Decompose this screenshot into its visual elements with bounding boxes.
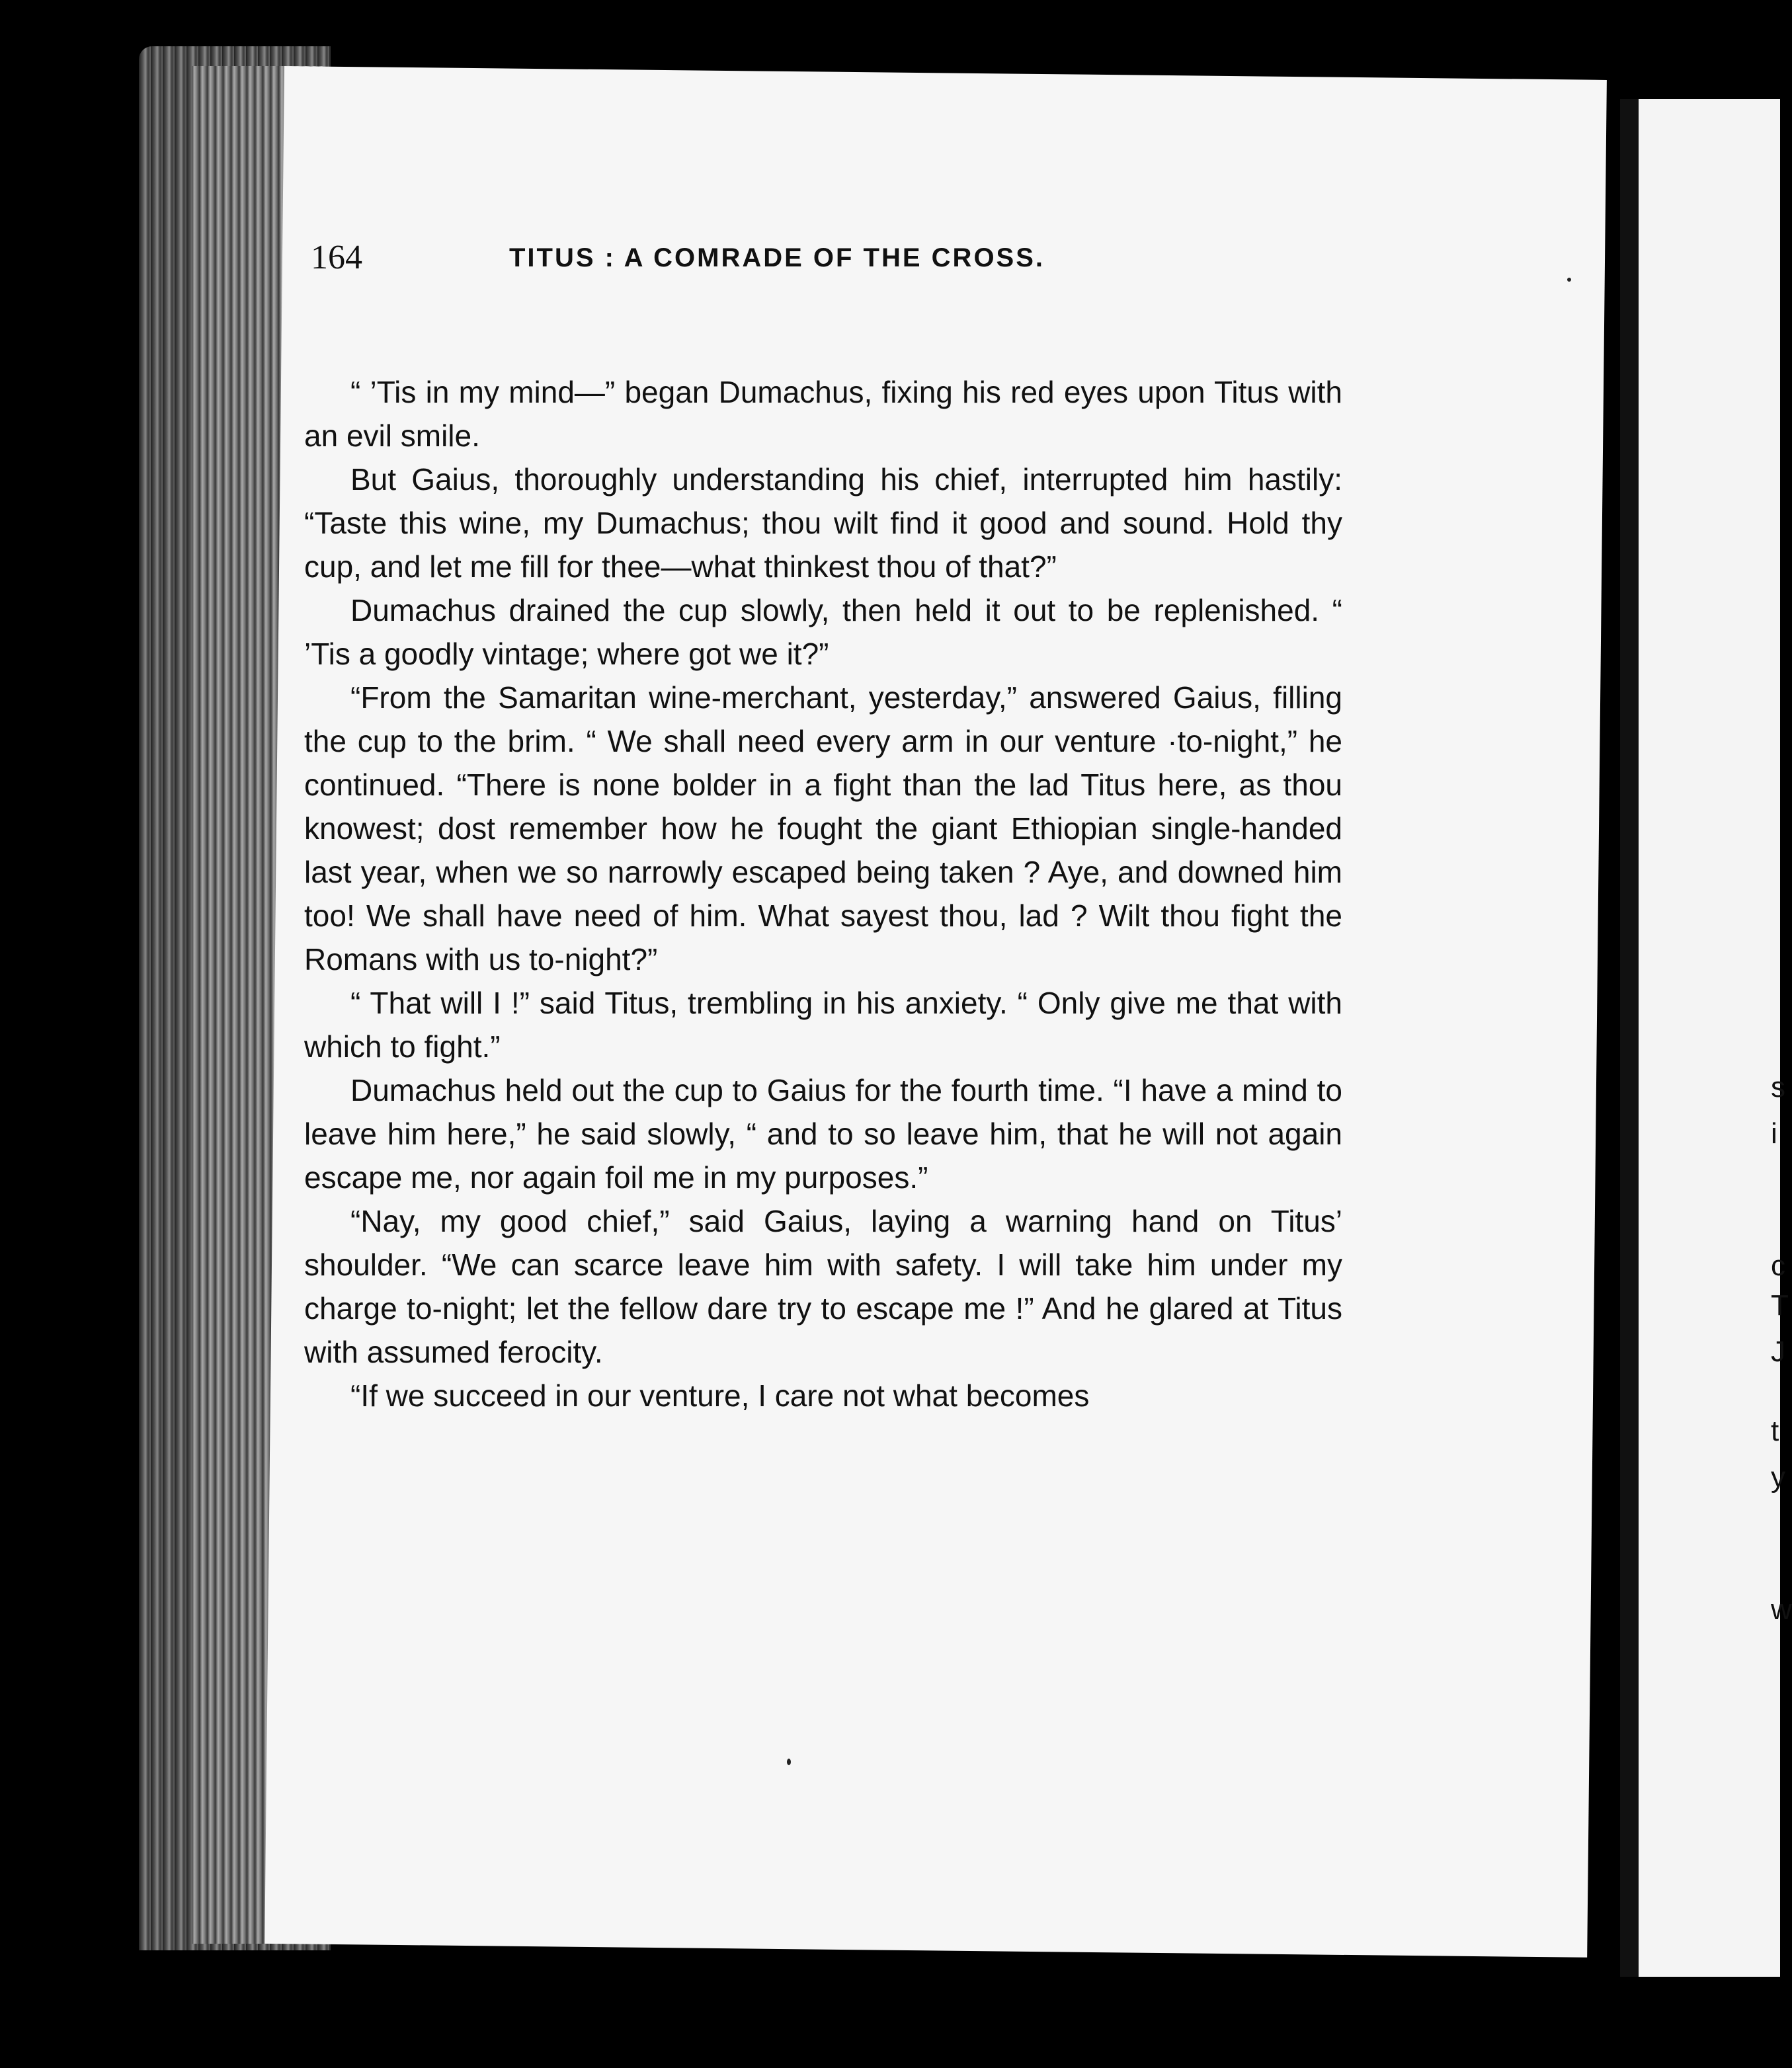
paragraph: But Gaius, thoroughly understanding his chief, interrupted him hastily: “Taste this wine, my Dumachus; thou wilt find it good and sound. Hold thy cup, and let me fill for thee—what thinkest thou of that?” xyxy=(304,462,1342,584)
facing-page-fragment: t xyxy=(1771,1415,1779,1447)
print-speck xyxy=(787,1759,791,1765)
print-speck xyxy=(1567,278,1571,282)
facing-page xyxy=(1620,99,1792,1977)
facing-page-fragment: w xyxy=(1771,1593,1792,1626)
page-number: 164 xyxy=(311,239,362,276)
facing-page-fragment: y xyxy=(1771,1461,1785,1493)
facing-page-fragment: c xyxy=(1771,1250,1785,1282)
paragraph: “ That will I !” said Titus, trembling in his anxiety. “ Only give me that with which to fight.” xyxy=(304,986,1342,1064)
paragraph: “From the Samaritan wine-merchant, yesterday,” answered Gaius, filling the cup to the brim. “ We shall need every arm in our venture ·to-night,” he continued. “There is none bolder in a fight than the lad Titus here, as thou knowest; dost remember how he fought the giant Ethiopian single-handed last year, when we so narrowly escaped being taken ? Aye, and downed him too! We shall have need of him. What sayest thou, lad ? Wilt thou fight the Romans with us to-night?” xyxy=(304,680,1342,976)
facing-page-fragment: i xyxy=(1771,1117,1777,1150)
paragraph: “If we succeed in our venture, I care not what becomes xyxy=(350,1378,1090,1413)
facing-page-fragment: J xyxy=(1771,1335,1785,1368)
paragraph: “ ’Tis in my mind—” began Dumachus, fixing his red eyes upon Titus with an evil smile. xyxy=(304,375,1342,453)
paragraph: Dumachus held out the cup to Gaius for the fourth time. “I have a mind to leave him here,” he said slowly, “ and to so leave him, that he will not again escape me, nor again foil me in my purposes.” xyxy=(304,1073,1342,1195)
paragraph: “Nay, my good chief,” said Gaius, laying a warning hand on Titus’ shoulder. “We can scarce leave him with safety. I will take him under my charge to-night; let the fellow dare try to escape me !” And he glared at Titus with assumed ferocity. xyxy=(304,1204,1342,1369)
body-text xyxy=(304,370,1342,1417)
facing-page-fragment: s xyxy=(1771,1071,1785,1103)
paragraph: Dumachus drained the cup slowly, then held it out to be replenished. “ ’Tis a goodly vintage; where got we it?” xyxy=(304,593,1342,671)
running-title: TITUS : A COMRADE OF THE CROSS. xyxy=(509,243,1045,272)
facing-page-fragment: T xyxy=(1771,1289,1789,1322)
